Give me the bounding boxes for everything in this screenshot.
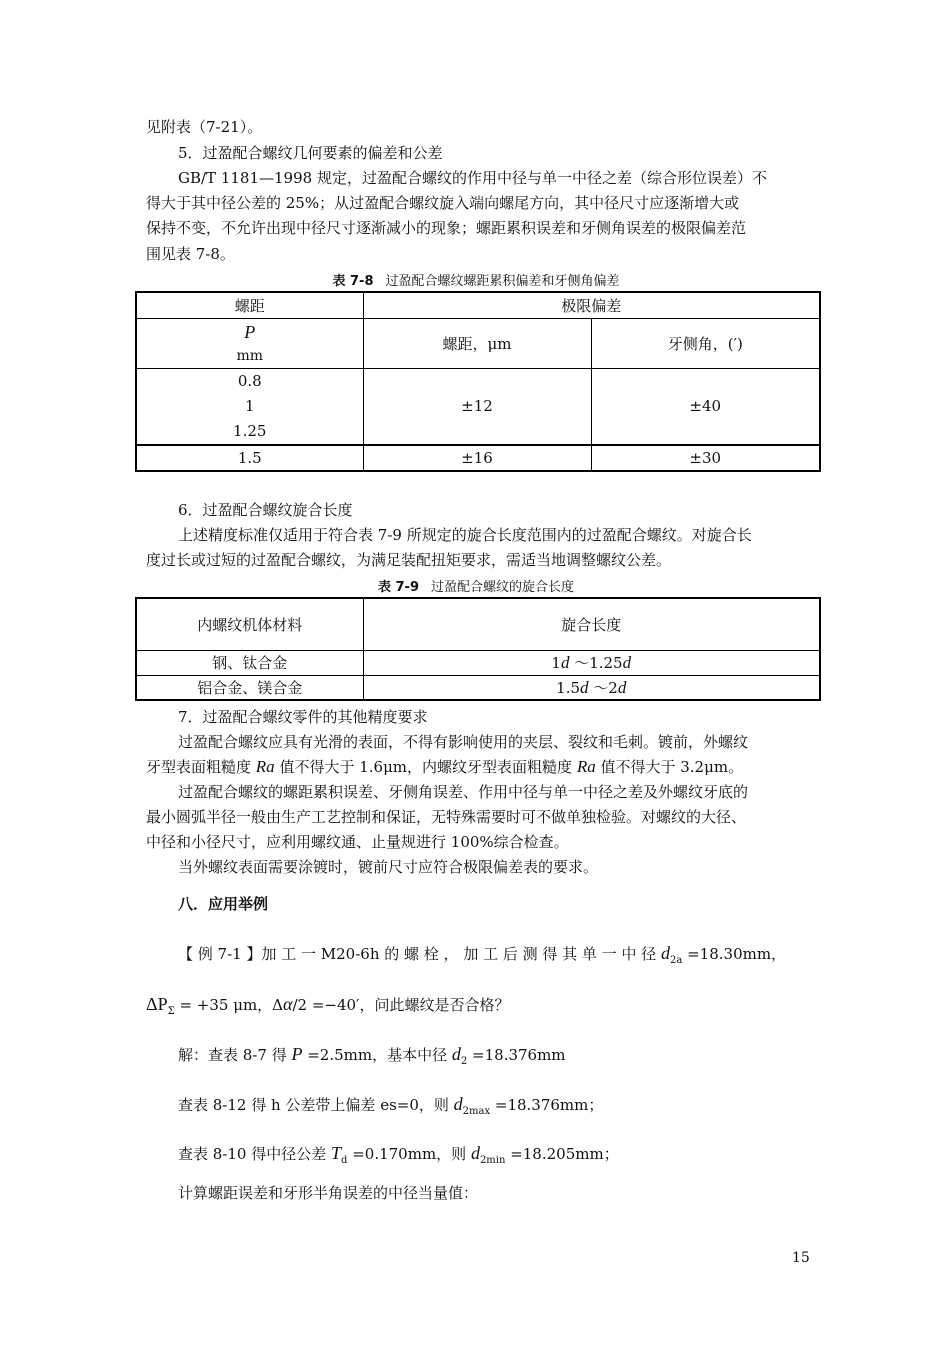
header-material: 内螺纹机体材料	[136, 598, 363, 650]
header-pitch-unit	[136, 318, 363, 368]
text-line	[146, 756, 743, 778]
text-line: 围见表 7-8。	[146, 245, 235, 263]
header-pitch: 螺距	[136, 292, 363, 318]
text-run: 值不得大于 3.2μm。	[595, 758, 744, 776]
table-7-8-caption	[0, 270, 952, 289]
section-7-title: 7．过盈配合螺纹零件的其他精度要求	[178, 708, 428, 726]
text-run: = +35	[174, 996, 229, 1014]
header-pitch-um: 螺距，μm	[363, 318, 591, 368]
text-line: 过盈配合螺纹的螺距累积误差、牙侧角误差、作用中径与单一中径之差及外螺纹牙底的	[178, 783, 749, 801]
text-run: =18.376mm	[467, 1046, 566, 1064]
symbol-alpha: α	[283, 994, 293, 1014]
table-7-9	[135, 597, 821, 701]
text-run: =18.30mm，	[682, 945, 787, 963]
example-line	[146, 993, 509, 1015]
symbol-ra: Ra	[576, 757, 596, 776]
text-run: 查表 8-10 得中径公差	[178, 1145, 332, 1163]
text-run: 解：查表 8-7 得	[178, 1046, 292, 1064]
subscript: Σ	[167, 1006, 175, 1017]
text-line: 当外螺纹表面需要涂镀时，镀前尺寸应符合极限偏差表的要求。	[178, 858, 599, 876]
section-6-title: 6．过盈配合螺纹旋合长度	[178, 501, 353, 519]
text-run: 查表 8-12 得 h 公差带上偏差 es=0，则	[178, 1096, 454, 1114]
table-cell: 1.5	[136, 445, 363, 471]
text-run: /2 =−40′，问此螺纹是否合格？	[292, 996, 510, 1014]
subscript: 2a	[670, 955, 683, 966]
symbol-d: d	[580, 677, 589, 697]
text-run: =18.205mm；	[505, 1145, 619, 1163]
header-limit-deviation: 极限偏差	[363, 292, 820, 318]
table-cell: ±12	[363, 368, 591, 445]
symbol-ra: Ra	[255, 757, 275, 776]
symbol-d: d	[453, 1094, 463, 1114]
pitch-value: 0.8	[237, 371, 262, 390]
symbol-d: d	[470, 1143, 480, 1163]
table-7-8	[135, 291, 821, 472]
symbol-delta-p: ΔP	[146, 994, 168, 1014]
length-value: 1.5	[556, 678, 581, 697]
solution-line: 计算螺距误差和牙形半角误差的中径当量值：	[178, 1184, 479, 1202]
text-line: GB/T 1181—1998 规定，过盈配合螺纹的作用中径与单一中径之差（综合形位误差）不	[178, 169, 767, 187]
table-caption-number: 表 7-9	[377, 580, 419, 595]
text-run: =18.376mm；	[490, 1096, 604, 1114]
example-line	[178, 942, 786, 964]
table-cell: ±16	[363, 445, 591, 471]
symbol-d: d	[451, 1044, 461, 1064]
symbol-d: d	[661, 943, 671, 963]
symbol-d: d	[622, 653, 632, 672]
solution-line	[178, 1093, 603, 1115]
section-8-heading: 八．应用举例	[178, 895, 269, 913]
page-number: 15	[792, 1250, 810, 1266]
subscript: 2max	[462, 1106, 491, 1117]
length-value: 1	[551, 654, 561, 672]
length-value: ～1.25	[569, 654, 623, 672]
text-run: 牙型表面粗糙度	[146, 758, 256, 776]
table-caption-text: 过盈配合螺纹螺距累积偏差和牙侧角偏差	[385, 274, 620, 289]
subscript: 2min	[479, 1155, 506, 1166]
text-run: μm，Δ	[228, 996, 284, 1014]
header-flank-angle: 牙侧角，(′)	[591, 318, 820, 368]
table-cell	[363, 675, 820, 700]
table-cell	[136, 368, 363, 445]
text-run: 【 例 7-1 】加 工 一 M20-6h 的 螺 栓 ， 加 工 后 测 得 其 单 一 中 径	[178, 945, 662, 963]
section-5-title: 5．过盈配合螺纹几何要素的偏差和公差	[178, 144, 443, 162]
header-engagement-length: 旋合长度	[363, 598, 820, 650]
text-line: 最小圆弧半径一般由生产工艺控制和保证，无特殊需要时可不做单独检验。对螺纹的大径、	[146, 808, 747, 826]
subscript: 2	[460, 1056, 468, 1067]
text-run: =2.5mm，基本中径	[302, 1046, 452, 1064]
text-line: 得大于其中径公差的 25%；从过盈配合螺纹旋入端向螺尾方向，其中径尺寸应逐渐增大或	[146, 194, 740, 212]
text-line: 见附表（7-21）。	[146, 118, 263, 136]
symbol-d: d	[560, 653, 570, 672]
table-cell: 铝合金、镁合金	[136, 675, 363, 700]
text-run: 值不得大于 1.6μm，内螺纹牙型表面粗糙度	[274, 758, 577, 776]
symbol-p: P	[244, 321, 256, 342]
table-cell: ±40	[591, 368, 820, 445]
solution-line	[178, 1043, 566, 1065]
subscript: d	[341, 1155, 348, 1166]
symbol-d: d	[617, 677, 627, 697]
symbol-p: P	[291, 1044, 303, 1064]
pitch-value: 1	[244, 396, 255, 415]
length-value: ～2	[588, 678, 618, 697]
text-line: 过盈配合螺纹应具有光滑的表面，不得有影响使用的夹层、裂纹和毛刺。镀前，外螺纹	[178, 733, 749, 751]
table-cell	[363, 650, 820, 675]
symbol-t: T	[331, 1143, 342, 1163]
solution-line	[178, 1142, 619, 1164]
table-cell: ±30	[591, 445, 820, 471]
table-caption-number: 表 7-8	[332, 274, 374, 289]
pitch-value: 1.25	[233, 421, 267, 440]
text-line: 度过长或过短的过盈配合螺纹，为满足装配扭矩要求，需适当地调整螺纹公差。	[146, 551, 672, 569]
text-line: 中径和小径尺寸，应利用螺纹通、止量规进行 100%综合检查。	[146, 833, 569, 851]
unit-mm: mm	[236, 347, 264, 364]
text-run: =0.170mm，则	[347, 1145, 471, 1163]
table-caption-text: 过盈配合螺纹的旋合长度	[431, 580, 575, 595]
text-line: 保持不变，不允许出现中径尺寸逐渐减小的现象；螺距累积误差和牙侧角误差的极限偏差范	[146, 219, 747, 237]
table-7-9-caption	[0, 576, 952, 595]
table-cell: 钢、钛合金	[136, 650, 363, 675]
text-line: 上述精度标准仅适用于符合表 7-9 所规定的旋合长度范围内的过盈配合螺纹。对旋合长	[178, 526, 752, 544]
